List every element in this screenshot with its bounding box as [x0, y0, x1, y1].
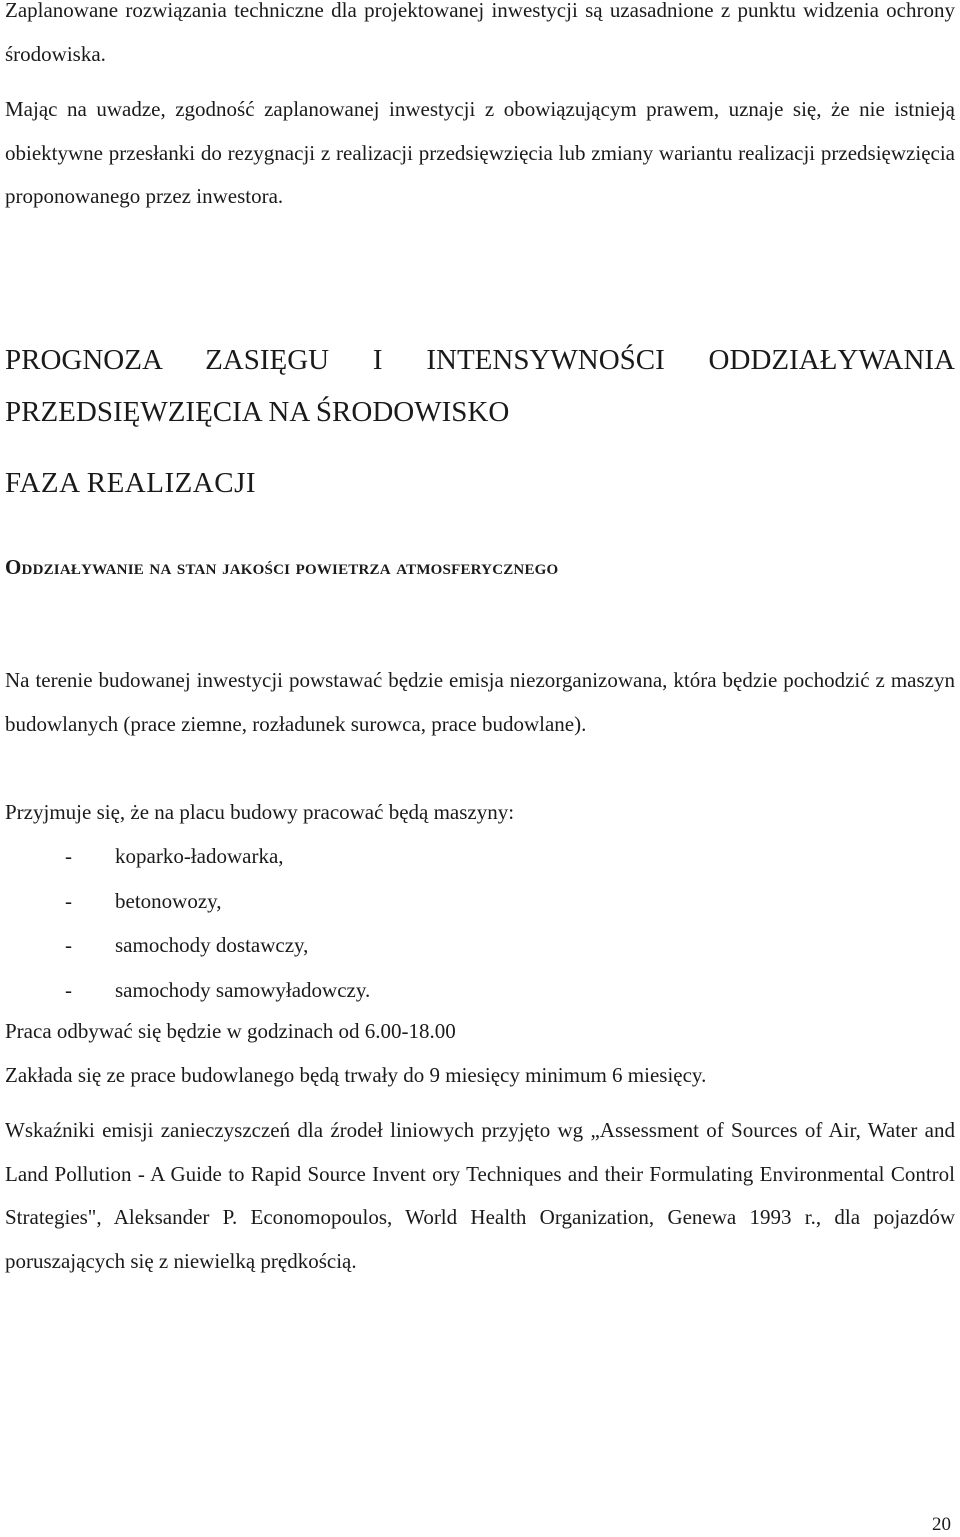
- list-item: [5, 834, 955, 879]
- bullet-dash: -: [65, 888, 72, 913]
- machines-list: [5, 834, 955, 1012]
- page-number: 20: [932, 1514, 951, 1535]
- paragraph-conclusion: Mając na uwadze, zgodność zaplanowanej inwestycji z obowiązującym prawem, uznaje się, że nie istnieją obiektywne przesłanki do rezygnacji z realizacji przedsięwzięcia lub zmiany wariantu realizacji przedsięwzięcia proponowanego przez inwestora.: [5, 97, 955, 208]
- list-item-text: samochody dostawczy,: [115, 933, 309, 957]
- paragraph-machines-intro: Przyjmuje się, że na placu budowy pracować będą maszyny:: [5, 800, 515, 824]
- paragraph-work-hours: Praca odbywać się będzie w godzinach od 6.00-18.00: [5, 1019, 456, 1043]
- list-item-text: samochody samowyładowczy.: [115, 977, 371, 1002]
- phase-heading: FAZA REALIZACJI: [5, 467, 257, 499]
- paragraph-justification: Zaplanowane rozwiązania techniczne dla projektowanej inwestycji są uzasadnione z punktu widzenia ochrony środowiska.: [5, 0, 955, 66]
- section-heading: Oddziaływanie na stan jakości powietrza atmosferycznego: [5, 555, 559, 579]
- list-item: [5, 879, 955, 924]
- list-item-text: betonowozy,: [115, 888, 222, 913]
- bullet-dash: -: [65, 977, 72, 1002]
- bullet-dash: -: [65, 933, 72, 957]
- bullet-dash: -: [65, 844, 72, 868]
- paragraph-duration: Zakłada się ze prace budowlanego będą trwały do 9 miesięcy minimum 6 miesięcy.: [5, 1063, 707, 1087]
- paragraph-emission: Na terenie budowanej inwestycji powstawać będzie emisja niezorganizowana, która będzie pochodzić z maszyn budowlanych (prace ziemne, rozładunek surowca, prace budowlane).: [5, 668, 955, 736]
- list-item: [5, 923, 955, 968]
- main-heading-line2: PRZEDSIĘWZIĘCIA NA ŚRODOWISKO: [5, 396, 510, 428]
- list-item-text: koparko-ładowarka,: [115, 844, 284, 868]
- paragraph-emission-indicators: Wskaźniki emisji zanieczyszczeń dla źrodeł liniowych przyjęto wg „Assessment of Sources of Air, Water and Land Pollution - A Guide to Rapid Source Invent ory Techniques and their Formulating Environmental Control Strategies", Aleksander P. Economopoulos, World Health Organization, Genewa 1993 r., dla pojazdów poruszających się z niewielką prędkością.: [5, 1118, 955, 1273]
- list-item: [5, 968, 955, 1013]
- main-heading-line1: PROGNOZA ZASIĘGU I INTENSYWNOŚCI ODDZIAŁYWANIA: [5, 344, 955, 376]
